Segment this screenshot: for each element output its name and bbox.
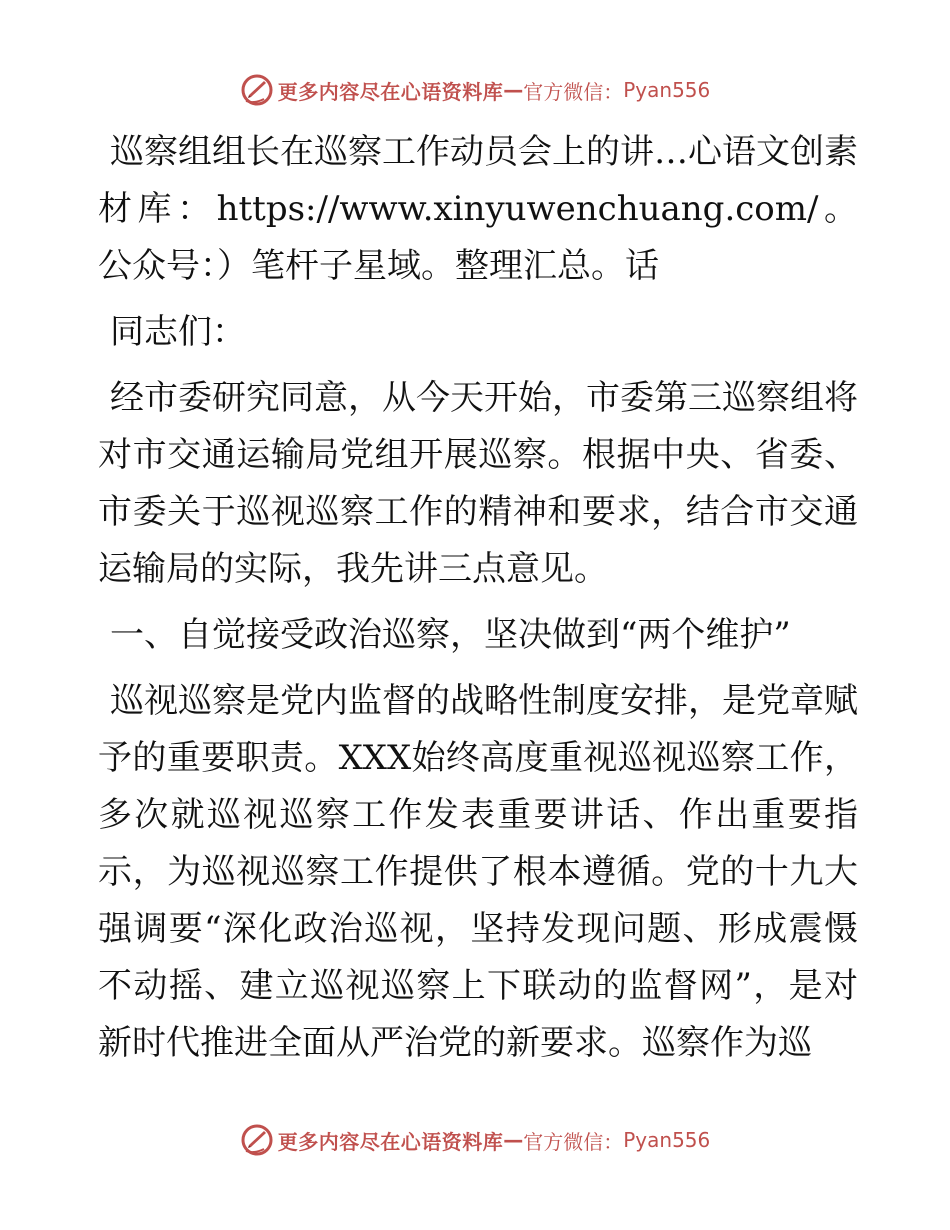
document-body [98, 124, 858, 1081]
section-heading: 一、自觉接受政治巡察，坚决做到“两个维护” [110, 615, 791, 655]
banner-wechat-id: Pyan556 [623, 78, 711, 102]
banner-wechat-label: 官方微信： [523, 79, 624, 104]
salutation: 同志们： [110, 312, 246, 352]
banner-separator: — [503, 1128, 524, 1152]
banner-promo-text: 更多内容尽在心语资料库 [277, 79, 504, 104]
xinyu-logo-icon [240, 73, 274, 107]
paragraph-intro: 经市委研究同意，从今天开始，市委第三巡察组将对市交通运输局党组开展巡察。根据中央、省委、市委关于巡视巡察工作的精神和要求，结合市交通运输局的实际，我先讲三点意见。 [98, 378, 858, 589]
banner-wechat-id: Pyan556 [623, 1128, 711, 1152]
header-banner [0, 70, 950, 110]
xinyu-logo-icon [240, 1123, 274, 1157]
banner-wechat-label: 官方微信： [523, 1129, 624, 1154]
banner-promo-text: 更多内容尽在心语资料库 [277, 1129, 504, 1154]
section-body: 巡视巡察是党内监督的战略性制度安排，是党章赋予的重要职责。XXX始终高度重视巡视巡察工作，多次就巡视巡察工作发表重要讲话、作出重要指示，为巡视巡察工作提供了根本遵循。党的十九大强调要“深化政治巡视，坚持发现问题、形成震慑不动摇、建立巡视巡察上下联动的监督网”，是对新时代推进全面从严治党的新要求。巡察作为巡 [98, 681, 858, 1063]
document-title: 巡察组组长在巡察工作动员会上的讲…心语文创素材库：https://www.xinyuwenchuang.com/。公众号：）笔杆子星域。整理汇总。话 [98, 132, 858, 286]
footer-banner [0, 1120, 950, 1160]
banner-separator: — [503, 78, 524, 102]
